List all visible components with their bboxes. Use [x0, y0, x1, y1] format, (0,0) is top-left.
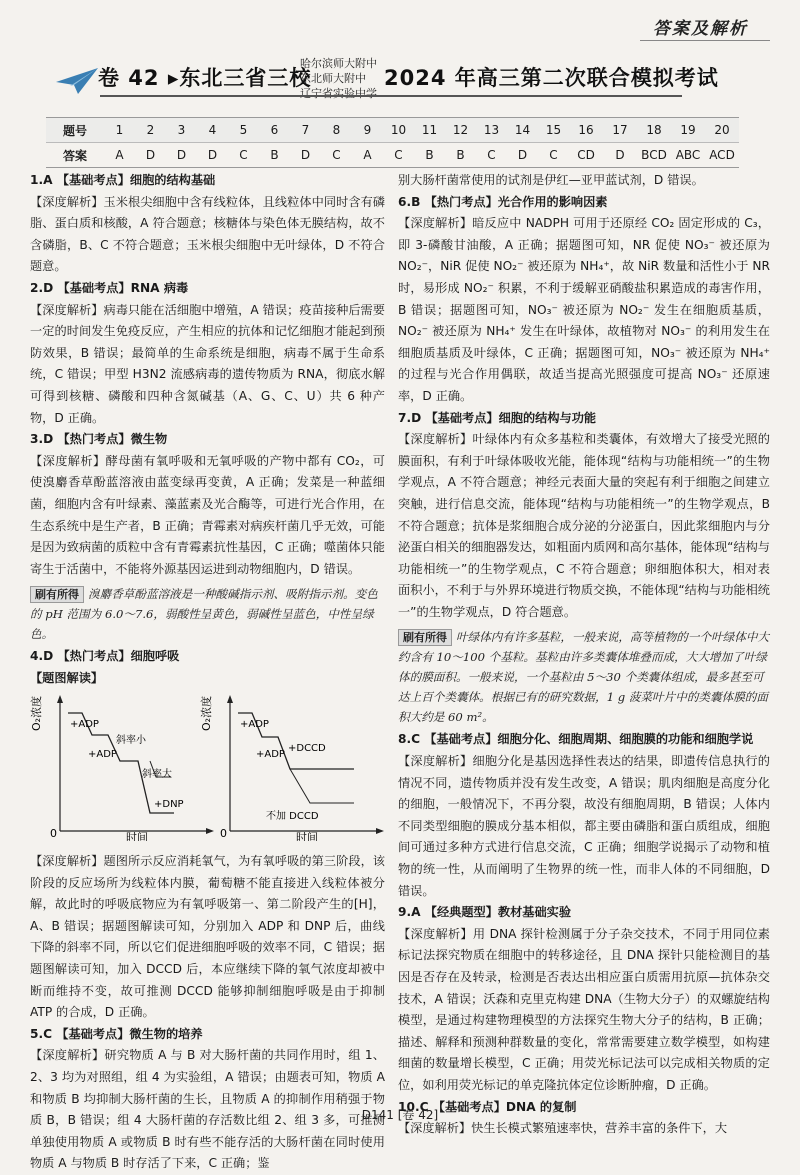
left-column — [30, 170, 385, 1175]
answer-cell: ABC — [671, 143, 705, 168]
tip-text: 溴麝香草酚蓝溶液是一种酸碱指示剂、吸附指示剂。变色的 pH 范围为 6.0～7.6，弱酸性呈黄色，弱碱性呈蓝色，中性呈绿色。 — [30, 587, 378, 642]
question-number-cell: 20 — [705, 118, 739, 143]
question-5-heading: 5.C 【基础考点】微生物的培养 — [30, 1026, 203, 1041]
answer-cell: B — [414, 143, 445, 168]
question-number-cell: 7 — [290, 118, 321, 143]
question-10-heading: 10.C 【基础考点】DNA 的复制 — [398, 1099, 577, 1114]
answer-cell: A — [352, 143, 383, 168]
chart1-annotation: 斜率小 — [116, 735, 146, 747]
paper-region: ▸东北三省三校 — [167, 66, 312, 90]
question-7-heading: 7.D 【基础考点】细胞的结构与功能 — [398, 410, 597, 425]
question-2-heading: 2.D 【基础考点】RNA 病毒 — [30, 280, 189, 295]
question-number-cell: 17 — [603, 118, 637, 143]
paper-number-region — [98, 62, 311, 92]
tip-text: 叶绿体内有许多基粒，一般来说，高等植物的一个叶绿体中大约含有 10～100 个基粒。基粒由许多类囊体堆叠而成，大大增加了叶绿体的膜面积。一般来说，一个基粒由 5～30 个类囊体组成，最多甚至可达上百个类囊体。根据已有的研究数据，1 g 菠菜叶片中的类囊体膜的面积大约是 60 m²。 — [398, 630, 770, 725]
question-number-cell: 12 — [445, 118, 476, 143]
answer-cell: ACD — [705, 143, 739, 168]
answer-cell: C — [228, 143, 259, 168]
question-9-explanation: 【深度解析】用 DNA 探针检测属于分子杂交技术，不同于用同位素标记法探究物质在细胞中的转移途径，且 DNA 探针只能检测目的基因是否存在及转录，检测是否表达出相应蛋白质需用抗原—抗体杂交技术，A 错误；沃森和克里克构建 DNA（生物大分子）的双螺旋结构模型，是通过构建物理模型的方法探究生物大分子的结构，B 正确；描述、解释和预测种群数量的变化，常常需要建立数学模型，如构建细菌的数量增长模型，C 正确；用荧光标记法可以完成相关物质的定位，如利用荧光标记的单克隆抗体定位诊断肿瘤，D 正确。 — [398, 926, 770, 1092]
figure-caption: 【题图解读】 — [30, 670, 104, 685]
answer-cell: BCD — [637, 143, 671, 168]
tip-badge: 刷有所得 — [398, 629, 452, 646]
chart2-annotation: +ADP — [240, 719, 269, 731]
answer-cell: B — [259, 143, 290, 168]
question-number-cell: 8 — [321, 118, 352, 143]
question-number-cell: 6 — [259, 118, 290, 143]
arrow-up-icon — [227, 695, 233, 703]
answer-table-answer-row — [46, 143, 739, 168]
answer-cell: C — [383, 143, 414, 168]
question-number-cell: 15 — [538, 118, 569, 143]
question-6-heading: 6.B 【热门考点】光合作用的影响因素 — [398, 194, 608, 209]
question-number-cell: 3 — [166, 118, 197, 143]
answer-cell: D — [603, 143, 637, 168]
question-number-cell: 4 — [197, 118, 228, 143]
answer-cell: D — [197, 143, 228, 168]
question-number-cell: 1 — [104, 118, 135, 143]
header-divider — [640, 40, 770, 41]
tip-badge: 刷有所得 — [30, 586, 84, 603]
chart2-ylabel: O₂浓度 — [200, 696, 213, 732]
arrow-right-icon — [206, 828, 214, 834]
question-number-cell: 19 — [671, 118, 705, 143]
chart2-annotation: +DCCD — [288, 743, 326, 755]
question-4-explanation: 【深度解析】题图所示反应消耗氧气，为有氧呼吸的第三阶段，该阶段的反应场所为线粒体内膜，葡萄糖不能直接进入线粒体被分解，故此时的呼吸底物应为有氧呼吸第一、第二阶段产生的[H]，A、B 错误；据题图解读可知，分别加入 ADP 和 DNP 后，曲线下降的斜率不同，所以它们促进细胞呼吸的效率不同，C 错误；据题图解读可知，加入 DCCD 后，本应继续下降的氧气浓度却被中断而维持不变，故可推测 DCCD 能够抑制细胞呼吸是由于抑制 ATP 的合成，D 正确。 — [30, 854, 385, 1020]
question-10-explanation: 【深度解析】快生长模式繁殖速率快，营养丰富的条件下，大 — [398, 1121, 728, 1136]
chart1-ylabel: O₂浓度 — [30, 696, 43, 732]
question-6-explanation: 【深度解析】暗反应中 NADPH 可用于还原经 CO₂ 固定形成的 C₃，即 3-磷酸甘油酸，A 正确；据题图可知，NR 促使 NO₃⁻ 被还原为 NO₂⁻，NiR 促使 NO₂⁻ 被还原为 NH₄⁺，故 NiR 数量和活性小于 NR 时，易形成 NO₂⁻ 积累，不利于缓解亚硝酸盐积累造成的毒害作用，B 错误；据题图可知，NO₃⁻ 被还原为 NO₂⁻ 发生在细胞质基质，NO₂⁻ 被还原为 NH₄⁺ 发生在叶绿体，故植物对 NO₃⁻ 的利用发生在细胞质基质及叶绿体，C 正确；据题图可知，NO₃⁻ 被还原为 NH₄⁺ 的过程与光合作用偶联，故适当提高光照强度可提高 NO₃⁻ 还原速率，D 正确。 — [398, 216, 770, 403]
answer-table-question-row — [46, 118, 739, 143]
answer-cell: D — [135, 143, 166, 168]
chart2-xlabel: 时间 — [296, 831, 318, 842]
answer-cell: D — [290, 143, 321, 168]
question-5-continuation: 别大肠杆菌常使用的试剂是伊红—亚甲蓝试剂，D 错误。 — [398, 173, 704, 187]
school-name: 辽宁省实验中学 — [300, 87, 377, 100]
question-3-explanation: 【深度解析】酵母菌有氧呼吸和无氧呼吸的产物中都有 CO₂，可使溴麝香草酚蓝溶液由蓝变绿再变黄，A 正确；发菜是一种蓝细菌，细胞内含有叶绿素、藻蓝素及光合酶等，可进行光合作用，在生态系统中是生产者，B 正确；青霉素对病疾杆菌几乎无效，可能是因为致病菌的质粒中含有青霉素抗性基因，C 正确；噬菌体只能寄生于活菌中，不能将外源基因运进到动物细胞内，D 错误。 — [30, 453, 385, 576]
question-number-cell: 10 — [383, 118, 414, 143]
question-number-cell: 14 — [507, 118, 538, 143]
question-5-explanation: 【深度解析】研究物质 A 与 B 对大肠杆菌的共同作用时，组 1、2、3 均为对照组，组 4 为实验组，A 错误；由题表可知，物质 A 和物质 B 均抑制大肠杆菌的生长，且物质 A 的抑制作用稍强于物质 B，B 错误；组 4 大肠杆菌的存活数比组 2、组 3 多，可推测单独使用物质 A 或物质 B 时有些不能存活的大肠杆菌在同时使用物质 A 与物质 B 时存活了下来，C 正确；鉴 — [30, 1048, 385, 1171]
answer-table — [46, 117, 739, 168]
question-8-explanation: 【深度解析】细胞分化是基因选择性表达的结果，即遗传信息执行的情况不同，遗传物质并没有发生改变，A 错误；肌肉细胞是高度分化的细胞，一般情况下，不再分裂，故没有细胞周期，B 错误；人体内不同类型细胞的膜成分基本相似，都主要由磷脂和蛋白质组成，细胞间可通过多种方式进行信息交流，C 正确；细胞学说揭示了动物和植物的统一性，从而阐明了生物界的统一性，而非人体的不同细胞，D 错误。 — [398, 754, 770, 898]
question-3-tip — [30, 584, 385, 644]
chart1-annotation: 斜率大 — [142, 769, 172, 781]
chart1-xlabel: 时间 — [126, 831, 148, 842]
chart1-annotation: +ADP — [70, 719, 99, 731]
question-1-explanation: 【深度解析】玉米根尖细胞中含有线粒体，且线粒体中同时含有磷脂、蛋白质和核酸，A 符合题意；核糖体与染色体无膜结构，故不含磷脂，B、C 不符合题意；玉米根尖细胞中无叶绿体，D 不符合题意。 — [30, 194, 385, 274]
question-8-heading: 8.C 【基础考点】细胞分化、细胞周期、细胞膜的功能和细胞学说 — [398, 732, 754, 747]
school-name: 东北师大附中 — [300, 72, 366, 85]
paper-plane-icon — [56, 68, 98, 94]
question-2-explanation: 【深度解析】病毒只能在活细胞中增殖，A 错误；疫苗接种后需要一定的时间发生免疫反应，产生相应的抗体和记忆细胞才能起到预防效果，B 错误；最简单的生命系统是细胞，病毒不属于生命系统，C 错误；甲型 H3N2 流感病毒的遗传物质为 RNA，彻底水解可得到核糖、磷酸和四种含氮碱基（A、G、C、U）共 6 种产物，D 正确。 — [30, 302, 385, 425]
question-3-heading: 3.D 【热门考点】微生物 — [30, 432, 168, 447]
answer-cell: B — [445, 143, 476, 168]
chart2-annotation: +ADP — [256, 749, 285, 761]
right-column — [398, 170, 770, 1140]
title-underline — [100, 95, 682, 97]
answer-table-row-label: 答案 — [46, 143, 104, 168]
answer-cell: C — [476, 143, 507, 168]
question-number-cell: 18 — [637, 118, 671, 143]
answer-cell: CD — [569, 143, 603, 168]
question-number-cell: 13 — [476, 118, 507, 143]
answer-cell: C — [538, 143, 569, 168]
question-4-heading: 4.D 【热门考点】细胞呼吸 — [30, 649, 180, 664]
arrow-right-icon — [376, 828, 384, 834]
question-number-cell: 16 — [569, 118, 603, 143]
chart2-annotation: 不加 DCCD — [266, 811, 319, 823]
question-1-heading: 1.A 【基础考点】细胞的结构基础 — [30, 173, 216, 187]
question-number-cell: 9 — [352, 118, 383, 143]
answer-cell: D — [166, 143, 197, 168]
chart1-annotation: +ADP — [88, 749, 117, 761]
arrow-up-icon — [57, 695, 63, 703]
chart2-origin: 0 — [220, 827, 227, 841]
corner-label: 答案及解析 — [653, 19, 748, 39]
question-number-cell: 5 — [228, 118, 259, 143]
oxygen-curve-figure — [30, 691, 385, 841]
question-number-cell: 2 — [135, 118, 166, 143]
exam-title: 2024 年高三第二次联合模拟考试 — [384, 66, 719, 90]
question-9-heading: 9.A 【经典题型】教材基础实验 — [398, 905, 572, 920]
school-name: 哈尔滨师大附中 — [300, 57, 377, 70]
answer-cell: C — [321, 143, 352, 168]
answer-table-row-label: 题号 — [46, 118, 104, 143]
answer-cell: A — [104, 143, 135, 168]
chart1-annotation: +DNP — [154, 799, 184, 811]
chart2-no-dccd-curve — [290, 769, 354, 803]
answer-cell: D — [507, 143, 538, 168]
chart1-origin: 0 — [50, 827, 57, 841]
page-footer: D141 [卷 42] — [361, 1108, 439, 1122]
paper-number: 卷 42 — [98, 66, 160, 90]
question-7-tip — [398, 627, 770, 727]
question-7-explanation: 【深度解析】叶绿体内有众多基粒和类囊体，有效增大了接受光照的膜面积，有利于叶绿体吸收光能，能体现“结构与功能相统一”的生物学观点，A 不符合题意；神经元表面大量的突起有利于细胞之间建立突触，进行信息交流，能体现“结构与功能相统一”的生物学观点，B 不符合题意；抗体是浆细胞合成分泌的分泌蛋白，因此浆细胞内与分泌蛋白相关的细胞器发达，如粗面内质网和高尔基体，能体现“结构与功能相统一”的生物学观点，C 不符合题意；卵细胞体积大，相对表面积小，不利于与外界环境进行物质交换，不能体现“结构与功能相统一”的生物学观点，D 符合题意。 — [398, 432, 770, 619]
question-number-cell: 11 — [414, 118, 445, 143]
